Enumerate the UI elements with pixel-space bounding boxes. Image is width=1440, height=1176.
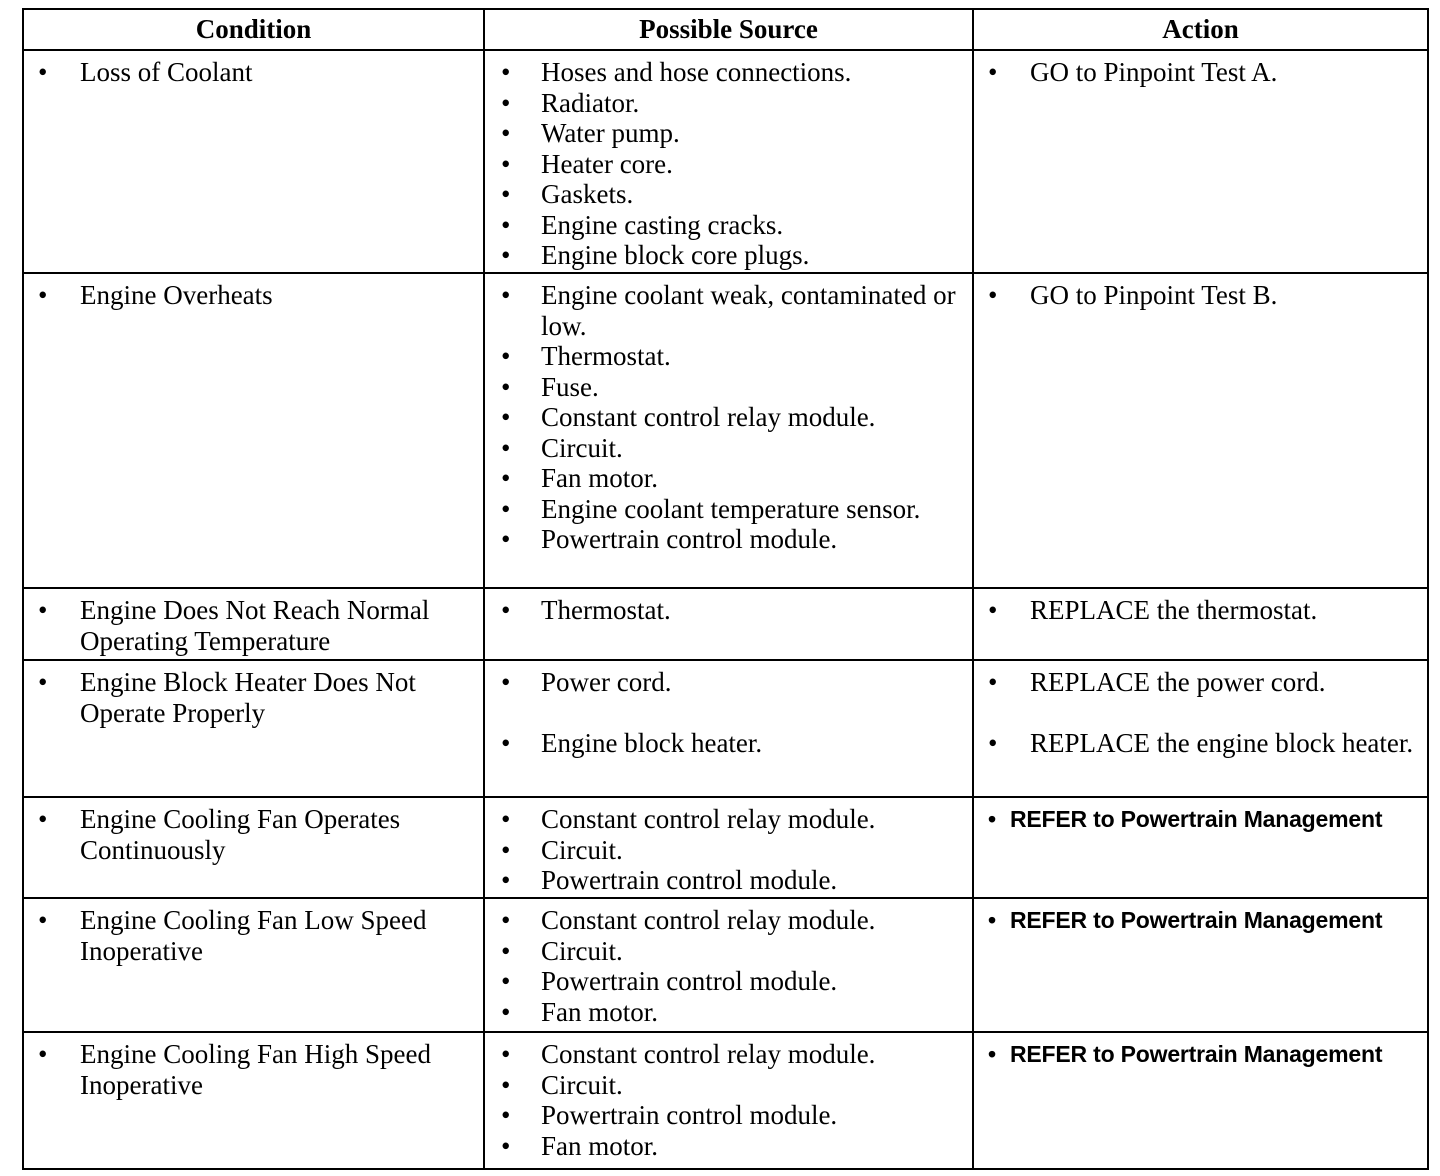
bullet-list <box>974 798 1427 835</box>
possible-source-cell <box>484 898 973 1032</box>
list-item <box>485 57 972 88</box>
bullet-icon: • <box>501 118 511 148</box>
bullet-list <box>24 899 483 966</box>
bullet-icon: • <box>501 727 511 758</box>
header-condition: Condition <box>23 9 484 50</box>
item-text: Circuit. <box>541 432 623 463</box>
list-item <box>24 1039 483 1100</box>
bullet-icon: • <box>501 371 511 402</box>
bullet-icon: • <box>501 865 511 895</box>
possible-source-cell <box>484 797 973 898</box>
bullet-icon: • <box>501 341 511 371</box>
possible-source-cell <box>484 660 973 797</box>
item-text: Constant control relay module. <box>541 905 876 935</box>
item-text: Radiator. <box>541 87 640 118</box>
diagnosis-table <box>22 8 1429 1170</box>
action-cell <box>973 588 1428 660</box>
action-cell <box>973 273 1428 588</box>
list-item <box>485 997 972 1028</box>
bullet-icon: • <box>501 209 511 240</box>
item-text: Fan motor. <box>541 463 659 493</box>
bullet-icon: • <box>988 595 998 625</box>
list-item <box>974 280 1427 311</box>
bullet-icon: • <box>501 524 511 554</box>
bullet-icon: • <box>988 57 998 87</box>
bullet-icon: • <box>501 996 511 1027</box>
bullet-list <box>974 274 1427 311</box>
bullet-icon: • <box>501 1039 511 1069</box>
bullet-icon: • <box>501 179 511 209</box>
header-possible-source: Possible Source <box>484 9 973 50</box>
table-row <box>23 898 1428 1032</box>
list-item <box>485 494 972 525</box>
bullet-list <box>974 899 1427 936</box>
bullet-list <box>24 274 483 311</box>
item-text: Engine block core plugs. <box>541 240 810 270</box>
condition-text: Engine Block Heater Does Not Operate Properly <box>80 667 416 728</box>
item-text: Constant control relay module. <box>541 402 876 432</box>
action-cell <box>973 50 1428 273</box>
list-item <box>485 280 972 341</box>
condition-text: Engine Cooling Fan High Speed Inoperative <box>80 1039 431 1100</box>
list-item <box>485 804 972 835</box>
list-item <box>485 524 972 555</box>
bullet-icon: • <box>501 667 511 697</box>
item-text: Engine coolant temperature sensor. <box>541 493 921 524</box>
list-item <box>485 936 972 967</box>
list-item <box>485 149 972 180</box>
list-item <box>485 728 972 759</box>
list-item <box>485 240 972 271</box>
item-text: Circuit. <box>541 1069 623 1100</box>
list-item <box>24 804 483 865</box>
list-item <box>24 667 483 728</box>
item-text: Fan motor. <box>541 996 659 1027</box>
bullet-icon: • <box>988 667 998 697</box>
list-item <box>974 905 1427 936</box>
item-text: GO to Pinpoint Test A. <box>1030 57 1278 87</box>
list-item <box>485 865 972 896</box>
possible-source-cell <box>484 1032 973 1169</box>
item-text: Engine coolant weak, contaminated or low. <box>541 280 956 341</box>
table-row <box>23 660 1428 797</box>
table-row <box>23 1032 1428 1169</box>
list-item <box>485 905 972 936</box>
bullet-icon: • <box>38 595 48 625</box>
condition-text: Engine Cooling Fan Operates Continuously <box>80 804 401 865</box>
item-text: REPLACE the engine block heater. <box>1030 727 1414 758</box>
condition-cell <box>23 273 484 588</box>
list-item <box>485 667 972 698</box>
item-text: Powertrain control module. <box>541 1100 838 1130</box>
item-text: Circuit. <box>541 935 623 966</box>
list-item <box>485 179 972 210</box>
item-text: Gaskets. <box>541 179 634 209</box>
bullet-list <box>974 51 1427 88</box>
bullet-icon: • <box>501 966 511 996</box>
header-action: Action <box>973 9 1428 50</box>
bullet-icon: • <box>38 667 48 697</box>
item-text: Power cord. <box>541 667 672 697</box>
list-item <box>24 905 483 966</box>
list-item <box>974 1039 1427 1070</box>
bullet-list <box>485 661 972 758</box>
bullet-icon: • <box>988 727 998 758</box>
action-cell <box>973 660 1428 797</box>
list-item <box>974 595 1427 626</box>
item-text: Thermostat. <box>541 341 671 371</box>
bullet-icon: • <box>988 907 996 933</box>
list-item <box>974 667 1427 698</box>
list-item <box>485 402 972 433</box>
header-row <box>23 9 1428 50</box>
item-text: Constant control relay module. <box>541 1039 876 1069</box>
bullet-list <box>485 1033 972 1161</box>
condition-cell <box>23 588 484 660</box>
bullet-icon: • <box>501 87 511 118</box>
possible-source-cell <box>484 273 973 588</box>
list-item <box>24 57 483 88</box>
bullet-icon: • <box>501 1130 511 1161</box>
bullet-icon: • <box>501 280 511 310</box>
list-item <box>974 728 1427 759</box>
item-text: REPLACE the thermostat. <box>1030 595 1318 625</box>
bullet-icon: • <box>38 1039 48 1069</box>
list-item <box>485 372 972 403</box>
table-row <box>23 797 1428 898</box>
bullet-list <box>485 899 972 1027</box>
table-row <box>23 273 1428 588</box>
bullet-icon: • <box>501 935 511 966</box>
item-text: REPLACE the power cord. <box>1030 667 1326 697</box>
condition-cell <box>23 797 484 898</box>
condition-cell <box>23 898 484 1032</box>
bullet-icon: • <box>501 148 511 179</box>
bullet-icon: • <box>501 1100 511 1130</box>
list-item <box>485 1131 972 1162</box>
list-item <box>485 1070 972 1101</box>
bullet-icon: • <box>988 280 998 310</box>
bullet-list <box>24 798 483 865</box>
item-text: GO to Pinpoint Test B. <box>1030 280 1278 310</box>
bullet-icon: • <box>501 834 511 865</box>
bullet-icon: • <box>501 57 511 87</box>
bullet-icon: • <box>501 905 511 935</box>
item-text: REFER to Powertrain Management <box>1010 806 1383 832</box>
list-item <box>485 463 972 494</box>
item-text: Hoses and hose connections. <box>541 57 852 87</box>
bullet-list <box>485 51 972 271</box>
bullet-icon: • <box>38 804 48 834</box>
list-item <box>485 966 972 997</box>
item-text: Fan motor. <box>541 1130 659 1161</box>
bullet-icon: • <box>988 1041 996 1067</box>
bullet-icon: • <box>38 905 48 935</box>
item-text: REFER to Powertrain Management <box>1010 907 1383 933</box>
action-cell <box>973 898 1428 1032</box>
item-text: Water pump. <box>541 118 680 148</box>
list-item <box>974 804 1427 835</box>
possible-source-cell <box>484 50 973 273</box>
bullet-icon: • <box>38 57 48 87</box>
bullet-icon: • <box>501 493 511 524</box>
bullet-icon: • <box>501 804 511 834</box>
condition-text: Engine Does Not Reach Normal Operating Temperature <box>80 595 430 656</box>
bullet-icon: • <box>501 432 511 463</box>
item-text: Engine block heater. <box>541 727 763 758</box>
item-text: Thermostat. <box>541 595 671 625</box>
list-item <box>485 1039 972 1070</box>
bullet-list <box>24 51 483 88</box>
bullet-list <box>974 661 1427 758</box>
list-item <box>485 595 972 626</box>
bullet-icon: • <box>501 240 511 270</box>
list-item <box>485 88 972 119</box>
bullet-icon: • <box>501 595 511 625</box>
item-text: Engine casting cracks. <box>541 209 784 240</box>
list-item <box>24 595 483 656</box>
possible-source-cell <box>484 588 973 660</box>
bullet-list <box>974 1033 1427 1070</box>
item-text: REFER to Powertrain Management <box>1010 1041 1383 1067</box>
bullet-icon: • <box>988 806 996 832</box>
bullet-list <box>485 274 972 555</box>
list-item <box>485 433 972 464</box>
table-row <box>23 588 1428 660</box>
condition-text: Engine Cooling Fan Low Speed Inoperative <box>80 905 427 966</box>
list-item <box>485 835 972 866</box>
list-item <box>485 341 972 372</box>
condition-text: Loss of Coolant <box>80 57 253 87</box>
bullet-icon: • <box>501 463 511 493</box>
bullet-list <box>485 589 972 626</box>
list-item <box>485 1100 972 1131</box>
item-text: Constant control relay module. <box>541 804 876 834</box>
bullet-list <box>974 589 1427 626</box>
list-item <box>485 118 972 149</box>
list-item <box>974 57 1427 88</box>
item-text: Powertrain control module. <box>541 524 838 554</box>
bullet-list <box>485 798 972 896</box>
item-text: Powertrain control module. <box>541 966 838 996</box>
bullet-icon: • <box>501 1069 511 1100</box>
bullet-list <box>24 661 483 728</box>
condition-text: Engine Overheats <box>80 280 273 310</box>
condition-cell <box>23 660 484 797</box>
item-text: Fuse. <box>541 371 599 402</box>
condition-cell <box>23 50 484 273</box>
list-item <box>485 210 972 241</box>
bullet-list <box>24 589 483 656</box>
action-cell <box>973 1032 1428 1169</box>
item-text: Heater core. <box>541 148 673 179</box>
item-text: Powertrain control module. <box>541 865 838 895</box>
action-cell <box>973 797 1428 898</box>
table-row <box>23 50 1428 273</box>
list-item <box>24 280 483 311</box>
condition-cell <box>23 1032 484 1169</box>
bullet-list <box>24 1033 483 1100</box>
item-text: Circuit. <box>541 834 623 865</box>
bullet-icon: • <box>501 402 511 432</box>
bullet-icon: • <box>38 280 48 310</box>
